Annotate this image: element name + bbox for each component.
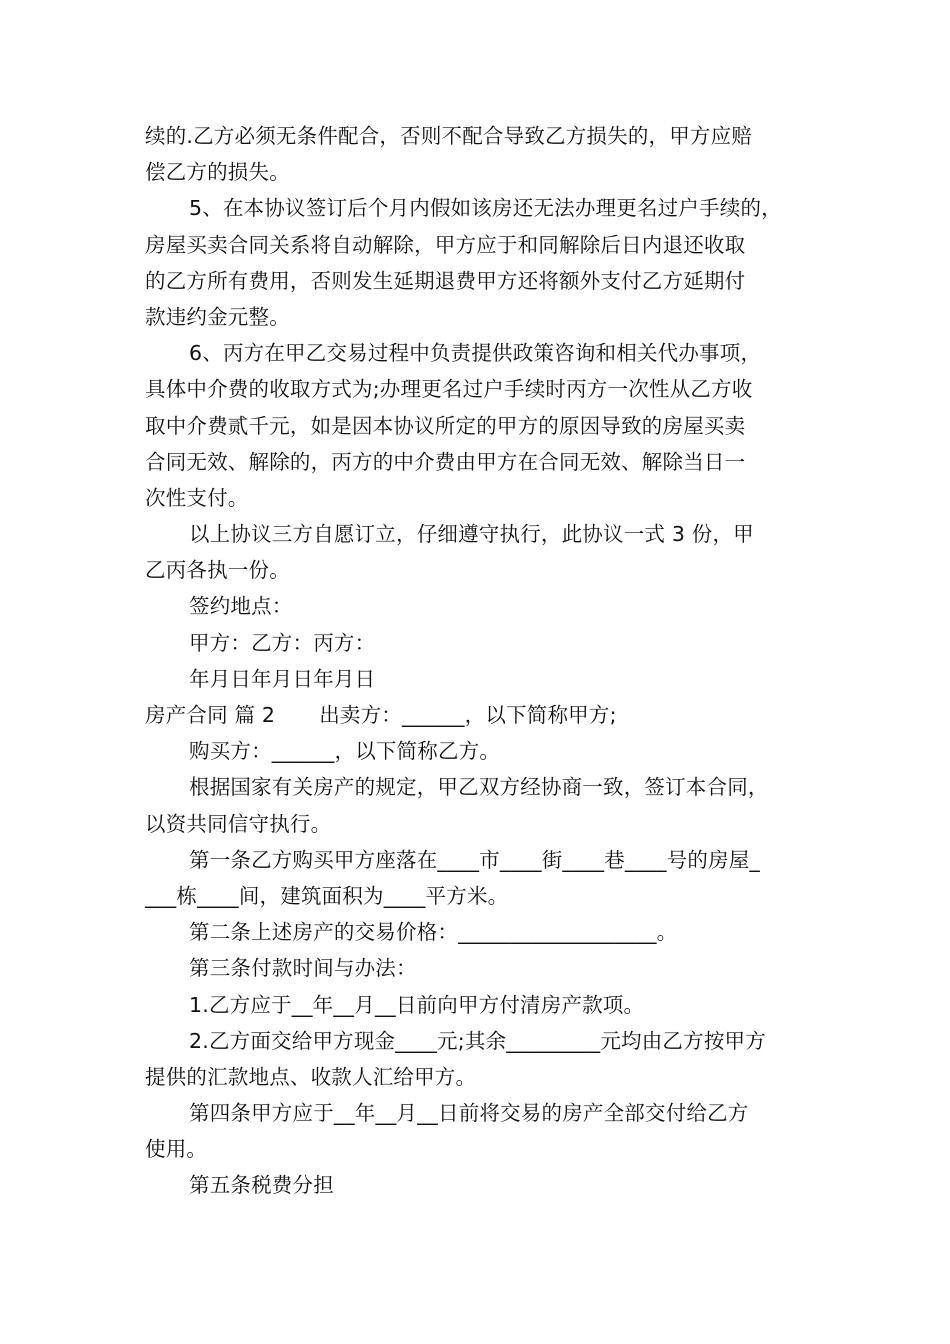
text-line: 第一条乙方购买甲方座落在____市____街____巷____号的房屋_ [189, 847, 760, 872]
text-line: 续的.乙方必须无条件配合，否则不配合导致乙方损失的，甲方应赔 [145, 124, 753, 148]
section-heading-line [145, 697, 810, 733]
text-line: 次性支付。 [145, 485, 249, 510]
text-line: 取中介费贰千元，如是因本协议所定的甲方的原因导致的房屋买卖 [145, 413, 746, 438]
seller-clause: 出卖方：______，以下简称甲方; [319, 703, 617, 727]
document-body [145, 118, 810, 1204]
text-line: 2.乙方面交给甲方现金____元;其余_________元均由乙方按甲方 [189, 1028, 766, 1053]
text-line: 甲方：乙方：丙方： [189, 630, 376, 655]
text-line: ___栋____间，建筑面积为____平方米。 [145, 883, 509, 908]
text-line: 的乙方所有费用，否则发生延期退费甲方还将额外支付乙方延期付 [145, 268, 746, 293]
text-line: 根据国家有关房产的规定，甲乙双方经协商一致，签订本合同， [189, 775, 769, 800]
text-line: 使用。 [145, 1137, 208, 1162]
text-line: 第二条上述房产的交易价格：___________________。 [189, 920, 678, 945]
text-line: 1.乙方应于__年__月__日前向甲方付清房产款项。 [189, 992, 645, 1017]
text-line: 提供的汇款地点、收款人汇给甲方。 [145, 1064, 477, 1089]
text-line: 第四条甲方应于__年__月__日前将交易的房产全部交付给乙方 [189, 1101, 749, 1126]
text-line: 6、丙方在甲乙交易过程中负责提供政策咨询和相关代办事项， [189, 341, 762, 366]
text-line: 年月日年月日年月日 [189, 666, 376, 691]
text-line: 第三条付款时间与办法： [189, 956, 417, 981]
text-line: 房屋买卖合同关系将自动解除，甲方应于和同解除后日内退还收取 [145, 232, 746, 257]
text-line: 以上协议三方自愿订立，仔细遵守执行，此协议一式 3 份，甲 [189, 522, 754, 547]
text-line: 款违约金元整。 [145, 304, 290, 329]
text-line: 乙丙各执一份。 [145, 558, 290, 583]
text-line: 偿乙方的损失。 [145, 160, 290, 185]
text-line: 购买方：______，以下简称乙方。 [189, 739, 501, 764]
text-line: 5、在本协议签订后个月内假如该房还无法办理更名过户手续的， [189, 196, 782, 221]
text-line: 以资共同信守执行。 [145, 811, 332, 836]
text-line: 签约地点： [189, 594, 293, 619]
text-line: 具体中介费的收取方式为;办理更名过户手续时丙方一次性从乙方收 [145, 377, 753, 402]
section-title: 房产合同 篇 2 [145, 703, 276, 727]
text-line: 合同无效、解除的，丙方的中介费由甲方在合同无效、解除当日一 [145, 449, 746, 474]
text-line: 第五条税费分担 [189, 1173, 334, 1198]
